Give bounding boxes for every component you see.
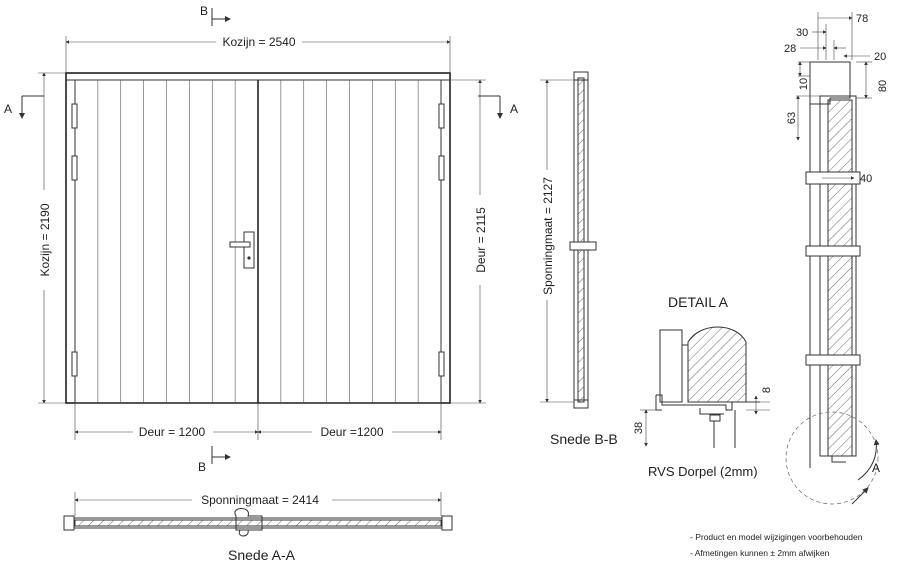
kozijn-height-label: Kozijn = 2190 [38,203,52,277]
profile-dim-20: 20 [874,51,887,63]
section-marker-b-bottom [198,446,230,474]
profile-dim-30: 30 [796,27,809,39]
note-1: - Product en model wijzigingen voorbehouden [690,532,863,542]
deur-height-label: Deur = 2115 [474,207,488,273]
svg-text:A: A [510,102,519,116]
section-aa [64,492,452,563]
rvs-dorpel-label: RVS Dorpel (2mm) [648,464,758,479]
hinge-left-mid [72,156,77,180]
svg-text:B: B [198,460,207,474]
section-marker-a-right [478,96,518,118]
svg-text:A: A [4,102,13,116]
hinge-left-top [72,104,77,128]
profile-dim-80: 80 [877,79,889,93]
detail-a [633,294,773,479]
section-marker-a-left [4,96,44,118]
hinge-left-bottom [72,352,77,376]
deur-left-label: Deur = 1200 [138,425,206,439]
note-2: - Afmetingen kunnen ± 2mm afwijken [690,548,830,558]
detail-a-title: DETAIL A [668,294,728,310]
profile-dim-40: 40 [860,173,873,185]
hinge-right-mid [439,156,444,180]
hinge-right-top [439,104,444,128]
hinge-right-bottom [439,352,444,376]
section-bb [540,72,618,447]
deur-right-label: Deur =1200 [320,425,384,439]
sponningmaat-bb-label: Sponningmaat = 2127 [541,177,555,295]
door-handle [230,232,254,268]
detail-dim-8: 8 [761,386,773,394]
vertical-profile [784,12,889,504]
profile-dim-78: 78 [856,13,869,25]
sponningmaat-aa-label: Sponningmaat = 2414 [201,493,319,507]
kozijn-width-label: Kozijn = 2540 [222,35,296,49]
profile-dim-10: 10 [798,77,810,91]
profile-marker-a: A [872,461,881,475]
section-marker-b-top [200,4,230,26]
snede-bb-title: Snede B-B [550,431,618,447]
front-view [4,4,518,474]
svg-text:B: B [200,4,209,18]
profile-dim-63: 63 [786,111,798,125]
profile-dim-28: 28 [784,43,797,55]
snede-aa-title: Snede A-A [228,547,295,563]
notes [690,532,863,558]
detail-dim-38: 38 [633,421,645,435]
